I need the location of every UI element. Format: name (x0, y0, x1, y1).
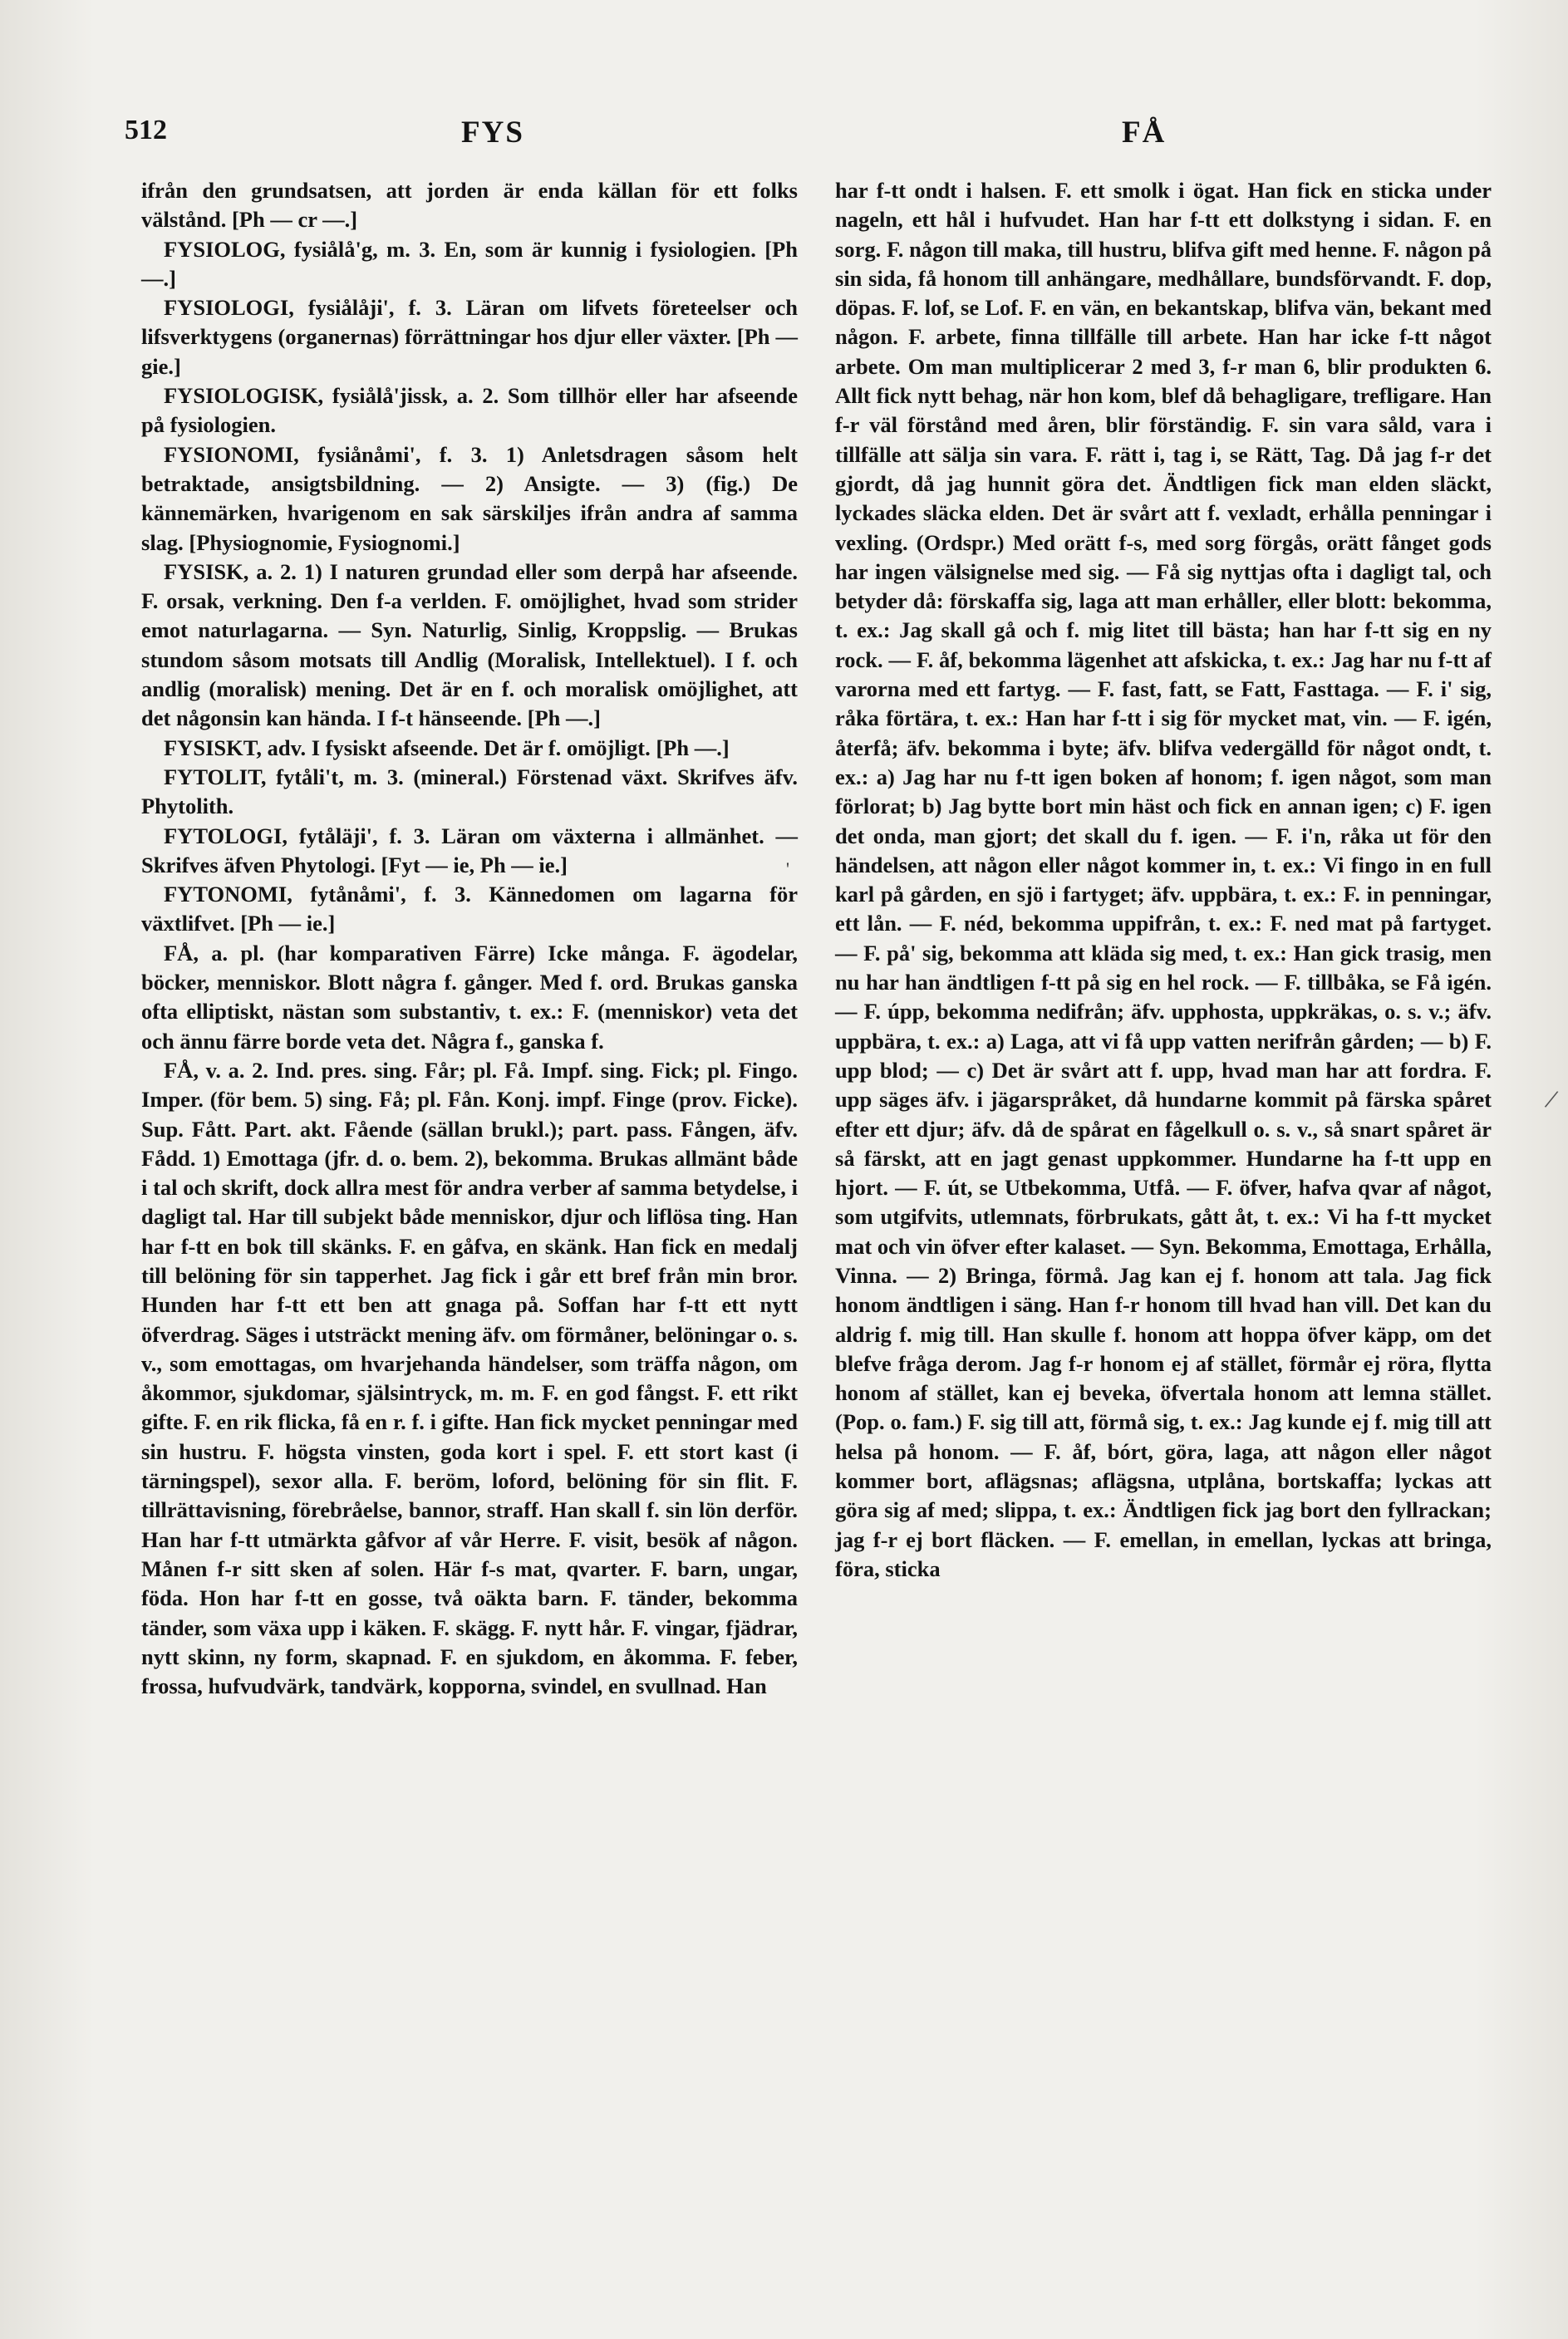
entry-fytonomi: FYTONOMI, fytånåmi', f. 3. Kännedomen om lagarna för växtlifvet. [Ph — ie.] (141, 882, 798, 936)
page-header (0, 108, 1568, 158)
right-running-head: FÅ (1122, 115, 1167, 150)
margin-tick-mark: ' (786, 858, 789, 879)
left-running-head: FYS (461, 115, 524, 150)
margin-pencil-mark: / (1542, 1084, 1561, 1116)
page-number: 512 (125, 115, 167, 145)
right-column (835, 176, 1492, 1584)
entry-fysisk: FYSISK, a. 2. 1) I naturen grundad eller som derpå har afseende. F. orsak, verkning. Den f-a verlden. F. omöjlighet, hvad som strider emot naturlagarna. — Syn. Naturlig, Sinlig, Kroppslig. — Brukas stundom såsom motsats till Andlig (Moralisk, Intellektuel). I f. och andlig (moralisk) mening. Det är en f. och moralisk omöjlighet, att det någonsin kan hända. I f-t hänseende. [Ph —.] (141, 558, 798, 731)
entry-fysiologi: FYSIOLOGI, fysiålåji', f. 3. Läran om lifvets företeelser och lifsverktygens (organernas) förrättningar hos djur eller växter. [Ph — gie.] (141, 295, 798, 379)
entry-fytologi: FYTOLOGI, fytåläji', f. 3. Läran om växterna i allmänhet. — Skrifves äfven Phytologi. [Fyt — ie, Ph — ie.] (141, 823, 798, 877)
entry-fysiologisk: FYSIOLOGISK, fysiålå'jissk, a. 2. Som tillhör eller har afseende på fysiologien. (141, 383, 798, 438)
entry-fa-adjective: FÅ, a. pl. (har komparativen Färre) Icke många. F. ägodelar, böcker, menniskor. Blott några f. gånger. Med f. ord. Brukas ganska ofta elliptiskt, nästan som substantiv, t. ex.: F. (menniskor) veta det och ännu färre borde veta det. Några f., ganska f. (141, 940, 798, 1054)
left-column (141, 176, 798, 1701)
entry-fytolit: FYTOLIT, fytåli't, m. 3. (mineral.) Förstenad växt. Skrifves äfv. Phytolith. (141, 764, 798, 819)
entry-fa-verb: FÅ, v. a. 2. Ind. pres. sing. Får; pl. Få. Impf. sing. Fick; pl. Fingo. Imper. (för bem. 5) sing. Få; pl. Fån. Konj. impf. Finge (prov. Ficke). Sup. Fått. Part. akt. Fående (sällan brukl.); part. pass. Fången, äfv. Fådd. 1) Emottaga (jfr. d. o. bem. 2), bekomma. Brukas allmänt både i tal och skrift, dock allra mest för andra verber af samma betydelse, i dagligt tal. Har till subjekt både menniskor, djur och liflösa ting. Han har f-tt en bok till skänks. F. en gåfva, en skänk. Han fick en medalj till belöning för sin tapperhet. Jag fick i går ett bref från min bror. Hunden har f-tt ett ben att gnaga på. Soffan har f-tt ett nytt öfverdrag. Säges i utsträckt mening äfv. om förmåner, belöningar o. s. v., som emottagas, om hvarjehanda händelser, som träffa någon, om åkommor, sjukdomar, själsintryck, m. m. F. en god fångst. F. ett rikt gifte. F. en rik flicka, få en r. f. i gifte. Han fick mycket penningar med sin hustru. F. högsta vinsten, goda kort i spel. F. ett stort kast (i tärningspel), sexor alla. F. beröm, loford, belöning för sin flit. F. tillrättavisning, förebråelse, bannor, straff. Han skall f. sin lön derför. Han har f-tt utmärkta gåfvor af vår Herre. F. visit, besök af någon. Månen f-r sitt sken af solen. Här f-s mat, qvarter. F. barn, ungar, föda. Hon har f-tt en gosse, två oäkta barn. F. tänder, bekomma tänder, som växa upp i käken. F. skägg. F. nytt hår. F. vingar, fjädrar, nytt skinn, ny form, skapnad. F. en sjukdom, en åkomma. F. feber, frossa, hufvudvärk, tandvärk, kopporna, svindel, en svullnad. Han (141, 1057, 798, 1699)
entry-fysionomi: FYSIONOMI, fysiånåmi', f. 3. 1) Anletsdragen såsom helt betraktade, ansigtsbildning. — 2) Ansigte. — 3) (fig.) De kännemärken, hvarigenom en sak särskiljes ifrån andra af samma slag. [Physiognomie, Fysiognomi.] (141, 441, 798, 555)
entry-fysiolog: FYSIOLOG, fysiålå'g, m. 3. En, som är kunnig i fysiologien. [Ph —.] (141, 236, 798, 291)
entry-fa-verb-continuation: har f-tt ondt i halsen. F. ett smolk i ögat. Han fick en sticka under nageln, ett hål i hufvudet. Han har f-tt ett dolkstyng i sidan. F. en sorg. F. någon till maka, till hustru, blifva gift med henne. F. någon på sin sida, få honom till anhängare, medhållare, bundsförvandt. F. dop, döpas. F. lof, se Lof. F. en vän, en bekantskap, blifva vän, bekant med någon. F. arbete, finna tillfälle till arbete. Han har icke f-tt något arbete. Om man multiplicerar 2 med 3, f-r man 6, blir produkten 6. Allt fick nytt behag, när hon kom, blef då behagligare, trefligare. Han f-r väl förstånd med åren, blir förständig. F. sin vara såld, vara i tillfälle att sälja sin vara. F. rätt i, tag i, se Rätt, Tag. Då jag f-r det gjordt, då jag hunnit göra det. Ändtligen fick man elden släckt, lyckades släcka elden. Det är svårt att f. vexladt, erhålla penningar i vexling. (Ordspr.) Med orätt f-s, med sorg förgås, orätt fånget gods har ingen välsignelse med sig. — Få sig nyttjas ofta i dagligt tal, och betyder då: förskaffa sig, laga att man erhåller, eller blott: bekomma, t. ex.: Jag skall gå och f. mig litet till bästa; han har f-tt sig en ny rock. — F. åf, bekomma lägenhet att afskicka, t. ex.: Jag har nu f-tt af varorna med ett fartyg. — F. fast, fatt, se Fatt, Fasttaga. — F. i' sig, råka förtära, t. ex.: Han har f-tt i sig för mycket mat, vin. — F. igén, återfå; äfv. bekomma i byte; äfv. blifva vedergälld för något ondt, t. ex.: a) Jag har nu f-tt igen boken af honom; f. igen något, som man förlorat; b) Jag bytte bort min häst och fick en annan igen; c) F. igen det onda, man gjort; det skall du f. igen. — F. i'n, råka ut för den händelsen, att någon eller något kommer in, t. ex.: Vi fingo in en full karl på gården, en sjö i fartyget; äfv. uppbära, t. ex.: F. in penningar, ett lån. — F. néd, bekomma uppifrån, t. ex.: F. ned mat på fartyget. — F. på' sig, bekomma att kläda sig med, t. ex.: Han gick trasig, men nu har han ändtligen f-tt på sig en hel rock. — F. tillbåka, se Få igén. — F. úpp, bekomma nedifrån; äfv. upphosta, uppkräkas, o. s. v.; äfv. uppbära, t. ex.: a) Laga, att vi få upp vatten nerifrån gården; — b) F. upp blod; — c) Det är svårt att f. upp, hvad man har att fordra. F. upp säges äfv. i jägarspråket, då hundarne kommit på färska spåret efter ett djur; äfv. då de spårat en fågelkull o. s. v., så snart spåret är så färskt, att en jagt genast uppkommer. Hundarne ha f-tt upp en hjort. — F. út, se Utbekomma, Utfå. — F. öfver, hafva qvar af något, som utgifvits, utlemnats, förbrukats, gått åt, t. ex.: Vi ha f-tt mycket mat och vin öfver efter kalaset. — Syn. Bekomma, Emottaga, Erhålla, Vinna. — 2) Bringa, förmå. Jag kan ej f. honom att tala. Jag fick honom ändtligen i säng. Han f-r honom till hvad han vill. Det kan du aldrig f. mig till. Han skulle f. honom att hoppa öfver käpp, om det blefve fråga derom. Jag f-r honom ej af stället, förmår ej röra, flytta honom af stället, kan ej beveka, öfvertala honom att lemna stället. (Pop. o. fam.) F. sig till att, förmå sig, t. ex.: Jag kunde ej f. mig till att helsa på honom. — F. åf, bórt, göra, laga, att någon eller något kommer bort, aflägsnas; aflägsna, utplåna, bortskaffa; lyckas att göra sig af med; slippa, t. ex.: Ändtligen fick jag bort den fyllrackan; jag f-r ej bort fläcken. — F. emellan, in emellan, lyckas att bringa, föra, sticka (835, 178, 1492, 1581)
entry-continuation-fysiokrat: ifrån den grundsatsen, att jorden är enda källan för ett folks välstånd. [Ph — cr —.] (141, 178, 798, 233)
entry-fysiskt: FYSISKT, adv. I fysiskt afseende. Det är f. omöjligt. [Ph —.] (164, 735, 730, 760)
